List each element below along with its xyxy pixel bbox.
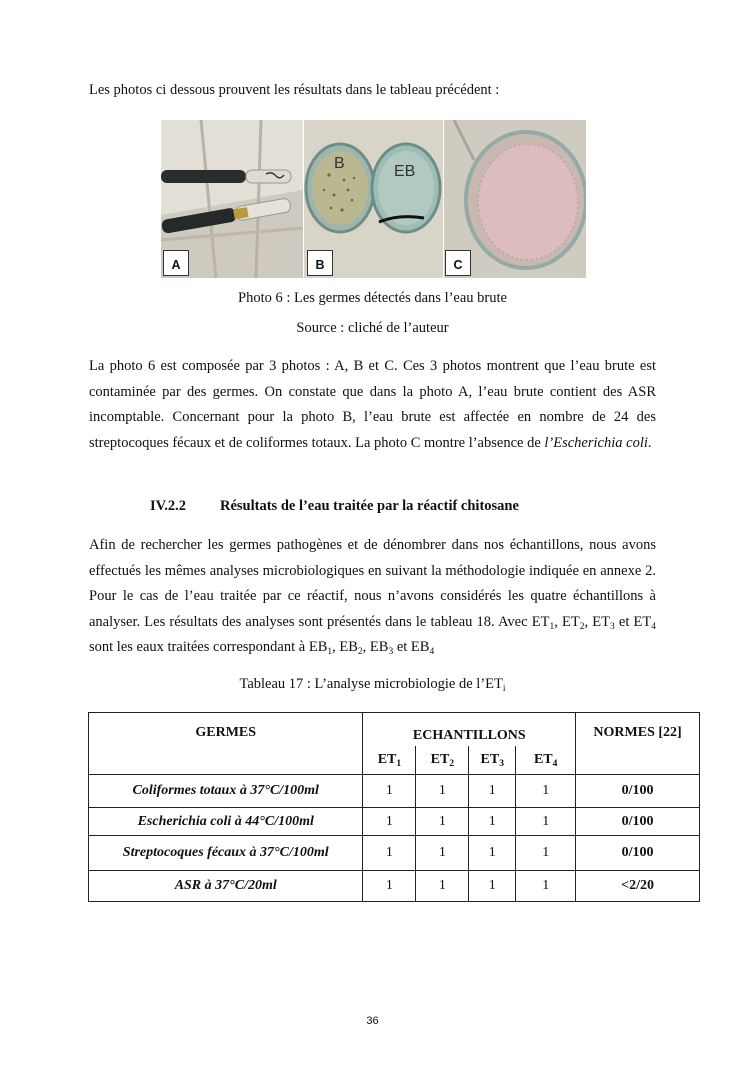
value-cell: 1 [416,871,469,902]
header-et3-sub: 3 [499,758,504,769]
header-normes: NORMES [22] [576,713,700,775]
germe-cell: Coliformes totaux à 37°C/100ml [89,775,363,808]
value-cell: 1 [416,836,469,871]
photo-caption: Photo 6 : Les germes détectés dans l’eau brute [238,290,507,306]
eb3-label: EB [369,639,389,655]
value-cell: 1 [416,808,469,836]
header-germes: GERMES [89,713,363,775]
photo-source: Source : cliché de l’auteur [296,320,449,336]
value-cell: 1 [516,808,576,836]
photo-strip [161,120,586,278]
et4-sub: 4 [651,621,657,632]
et2-label: ET [562,613,580,630]
table-caption [89,676,656,693]
germe-cell: Streptocoques fécaux à 37°C/100ml [89,836,363,871]
para1-italic: l’Escherichia coli [544,434,648,451]
et1-label: ET [531,613,550,630]
norme-cell: 0/100 [576,775,700,808]
value-cell: 1 [469,836,516,871]
table-caption-text: Tableau 17 : L’analyse microbiologie de l’ET [239,676,503,692]
norme-cell: 0/100 [576,836,700,871]
value-cell: 1 [469,871,516,902]
photo-c [444,120,586,278]
header-et1-base: ET [377,751,397,767]
header-et3-base: ET [480,751,500,767]
photo-a [161,120,303,278]
paragraph-photo-description [89,354,656,456]
header-et1-sub: 1 [396,758,402,769]
norme-cell: 0/100 [576,808,700,836]
eb4-sub: 4 [429,647,435,657]
section-title: Résultats de l’eau traitée par la réactif chitosane [220,498,519,514]
eb2-sub: 2 [357,647,363,657]
eb1-sub: 1 [327,647,333,657]
table-row [89,871,700,902]
germe-cell: Escherichia coli à 44°C/100ml [89,808,363,836]
paragraph-treated-water [89,533,656,661]
photo-b [304,120,443,278]
sep: , [332,639,340,655]
header-et2-base: ET [430,751,450,767]
para1-text: La photo 6 est composée par 3 photos : A, B et C. Ces 3 photos montrent que l’eau brute est contaminée par des germes. On constate que dans la photo A, l’eau brute contient des ASR incomptable. Concernant pour la photo B, l’eau brute est affectée en nombre de 24 des streptocoques fécaux et de coliformes totaux. La photo C montre l’absence de [89,358,656,451]
header-echantillons: ECHANTILLONS [363,713,576,746]
table-row [89,836,700,871]
page-number: 36 [366,1015,379,1027]
value-cell: 1 [363,836,416,871]
table-row [89,775,700,808]
value-cell: 1 [363,808,416,836]
sep: , [584,613,593,630]
et2-sub: 2 [579,621,585,632]
et1-sub: 1 [549,621,555,632]
sep: , [362,639,370,655]
et3-label: ET [592,613,610,630]
germe-cell: ASR à 37°C/20ml [89,871,363,902]
sep: et [614,613,634,630]
et4-label: ET [633,613,652,630]
value-cell: 1 [516,775,576,808]
sep: et [393,639,411,655]
value-cell: 1 [363,871,416,902]
eb1-label: EB [308,639,328,655]
sep: , [554,613,562,630]
et3-sub: 3 [609,621,615,632]
header-et4-base: ET [533,751,553,767]
section-number: IV.2.2 [150,498,186,514]
header-et2 [416,746,469,775]
header-et3 [469,746,516,775]
value-cell: 1 [416,775,469,808]
header-et4-sub: 4 [552,758,558,769]
norme-cell: <2/20 [576,871,700,902]
para1-end: . [647,434,652,451]
para2-mid: sont les eaux traitées correspondant à [89,639,309,655]
value-cell: 1 [469,775,516,808]
plate-mark-b: B [334,155,345,172]
plate-mark-eb: EB [394,163,416,180]
intro-text: Les photos ci dessous prouvent les résultats dans le tableau précédent : [89,82,500,98]
value-cell: 1 [516,871,576,902]
header-et1 [363,746,416,775]
eb4-label: EB [410,639,430,655]
para2-text: Afin de rechercher les germes pathogènes et de dénombrer dans nos échantillons, nous avons effectués les mêmes analyses microbiologiques en suivant la méthodologie indiquée en annexe 2. Pour le cas de l’eau traitée par ce réactif, nous n’avons considérés les quatre échantillons à analyser. Les résultats des analyses sont présentés dans le tableau 18. Avec [89,537,656,630]
table-caption-sub: i [502,684,506,694]
value-cell: 1 [516,836,576,871]
photo-b-label: B [307,250,333,276]
results-table [88,712,700,902]
table-row [89,808,700,836]
value-cell: 1 [469,808,516,836]
photo-a-label: A [163,250,189,276]
value-cell: 1 [363,775,416,808]
photo-c-label: C [445,250,471,276]
eb2-label: EB [339,639,358,655]
header-et4 [516,746,576,775]
eb3-sub: 3 [388,647,394,657]
section-heading [150,498,519,515]
header-et2-sub: 2 [449,758,455,769]
